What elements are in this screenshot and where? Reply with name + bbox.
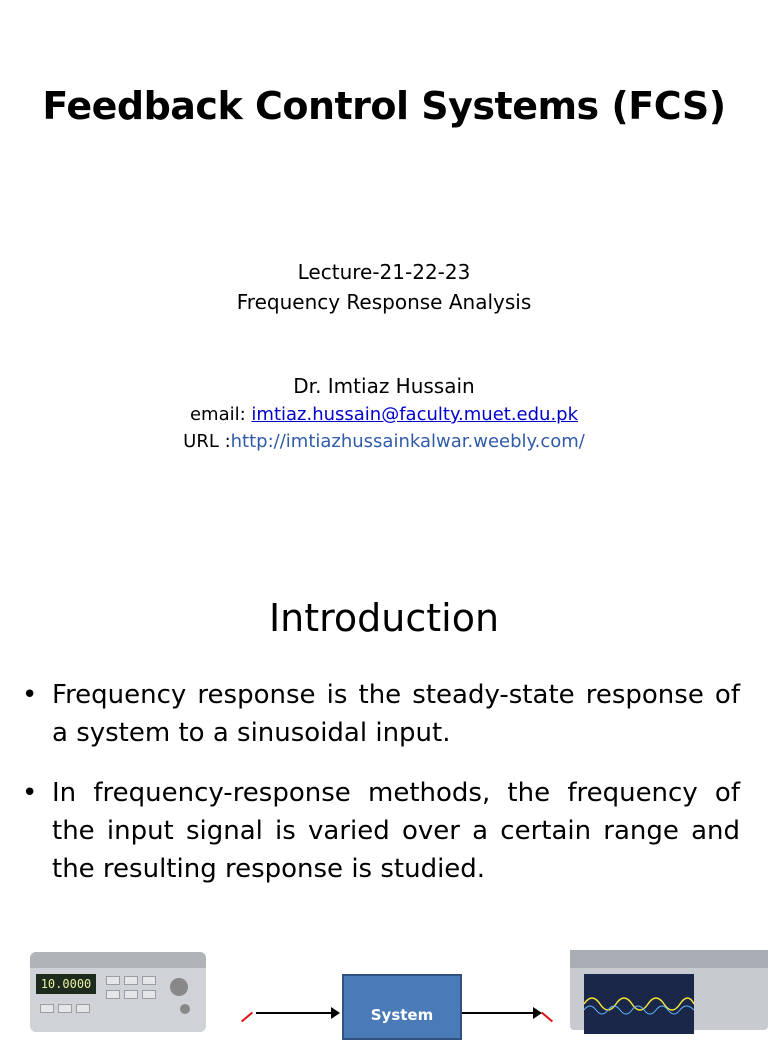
generator-top-panel [30, 952, 206, 968]
email-link[interactable]: imtiaz.hussain@faculty.muet.edu.pk [251, 404, 579, 425]
slide-title: Feedback Control Systems (FCS) [42, 84, 726, 128]
bullet-text: In frequency-response methods, the frequency of the input signal is varied over a certain range and the resulting response is studied. [52, 778, 740, 884]
email-label: email: [189, 404, 252, 425]
generator-display: 10.0000 [36, 974, 96, 994]
author-name: Dr. Imtiaz Hussain [293, 374, 475, 398]
oscilloscope-image [570, 950, 768, 1030]
oscilloscope-screen [584, 974, 694, 1034]
email-line [0, 404, 768, 425]
list-item [22, 676, 740, 752]
system-block: System [342, 974, 462, 1040]
bullet-text: Frequency response is the steady-state response of a system to a sinusoidal input. [52, 680, 740, 748]
section-title: Introduction [268, 596, 500, 640]
waveform-icon [584, 974, 694, 1034]
output-arrow [462, 1012, 540, 1014]
oscilloscope-top-panel [570, 950, 768, 968]
lecture-topic: Frequency Response Analysis [236, 290, 532, 314]
bullet-icon: • [22, 778, 38, 808]
function-generator-image [30, 952, 206, 1032]
lecture-number: Lecture-21-22-23 [297, 260, 471, 284]
list-item [22, 774, 740, 888]
url-line [0, 431, 768, 452]
url-link[interactable]: http://imtiazhussainkalwar.weebly.com/ [230, 431, 585, 452]
url-label: URL : [183, 431, 231, 452]
output-wire [541, 1012, 553, 1023]
introduction-slide [0, 560, 768, 1024]
input-wire [241, 1012, 253, 1023]
bullet-list [22, 676, 740, 910]
input-arrow [256, 1012, 338, 1014]
bullet-icon: • [22, 680, 38, 710]
